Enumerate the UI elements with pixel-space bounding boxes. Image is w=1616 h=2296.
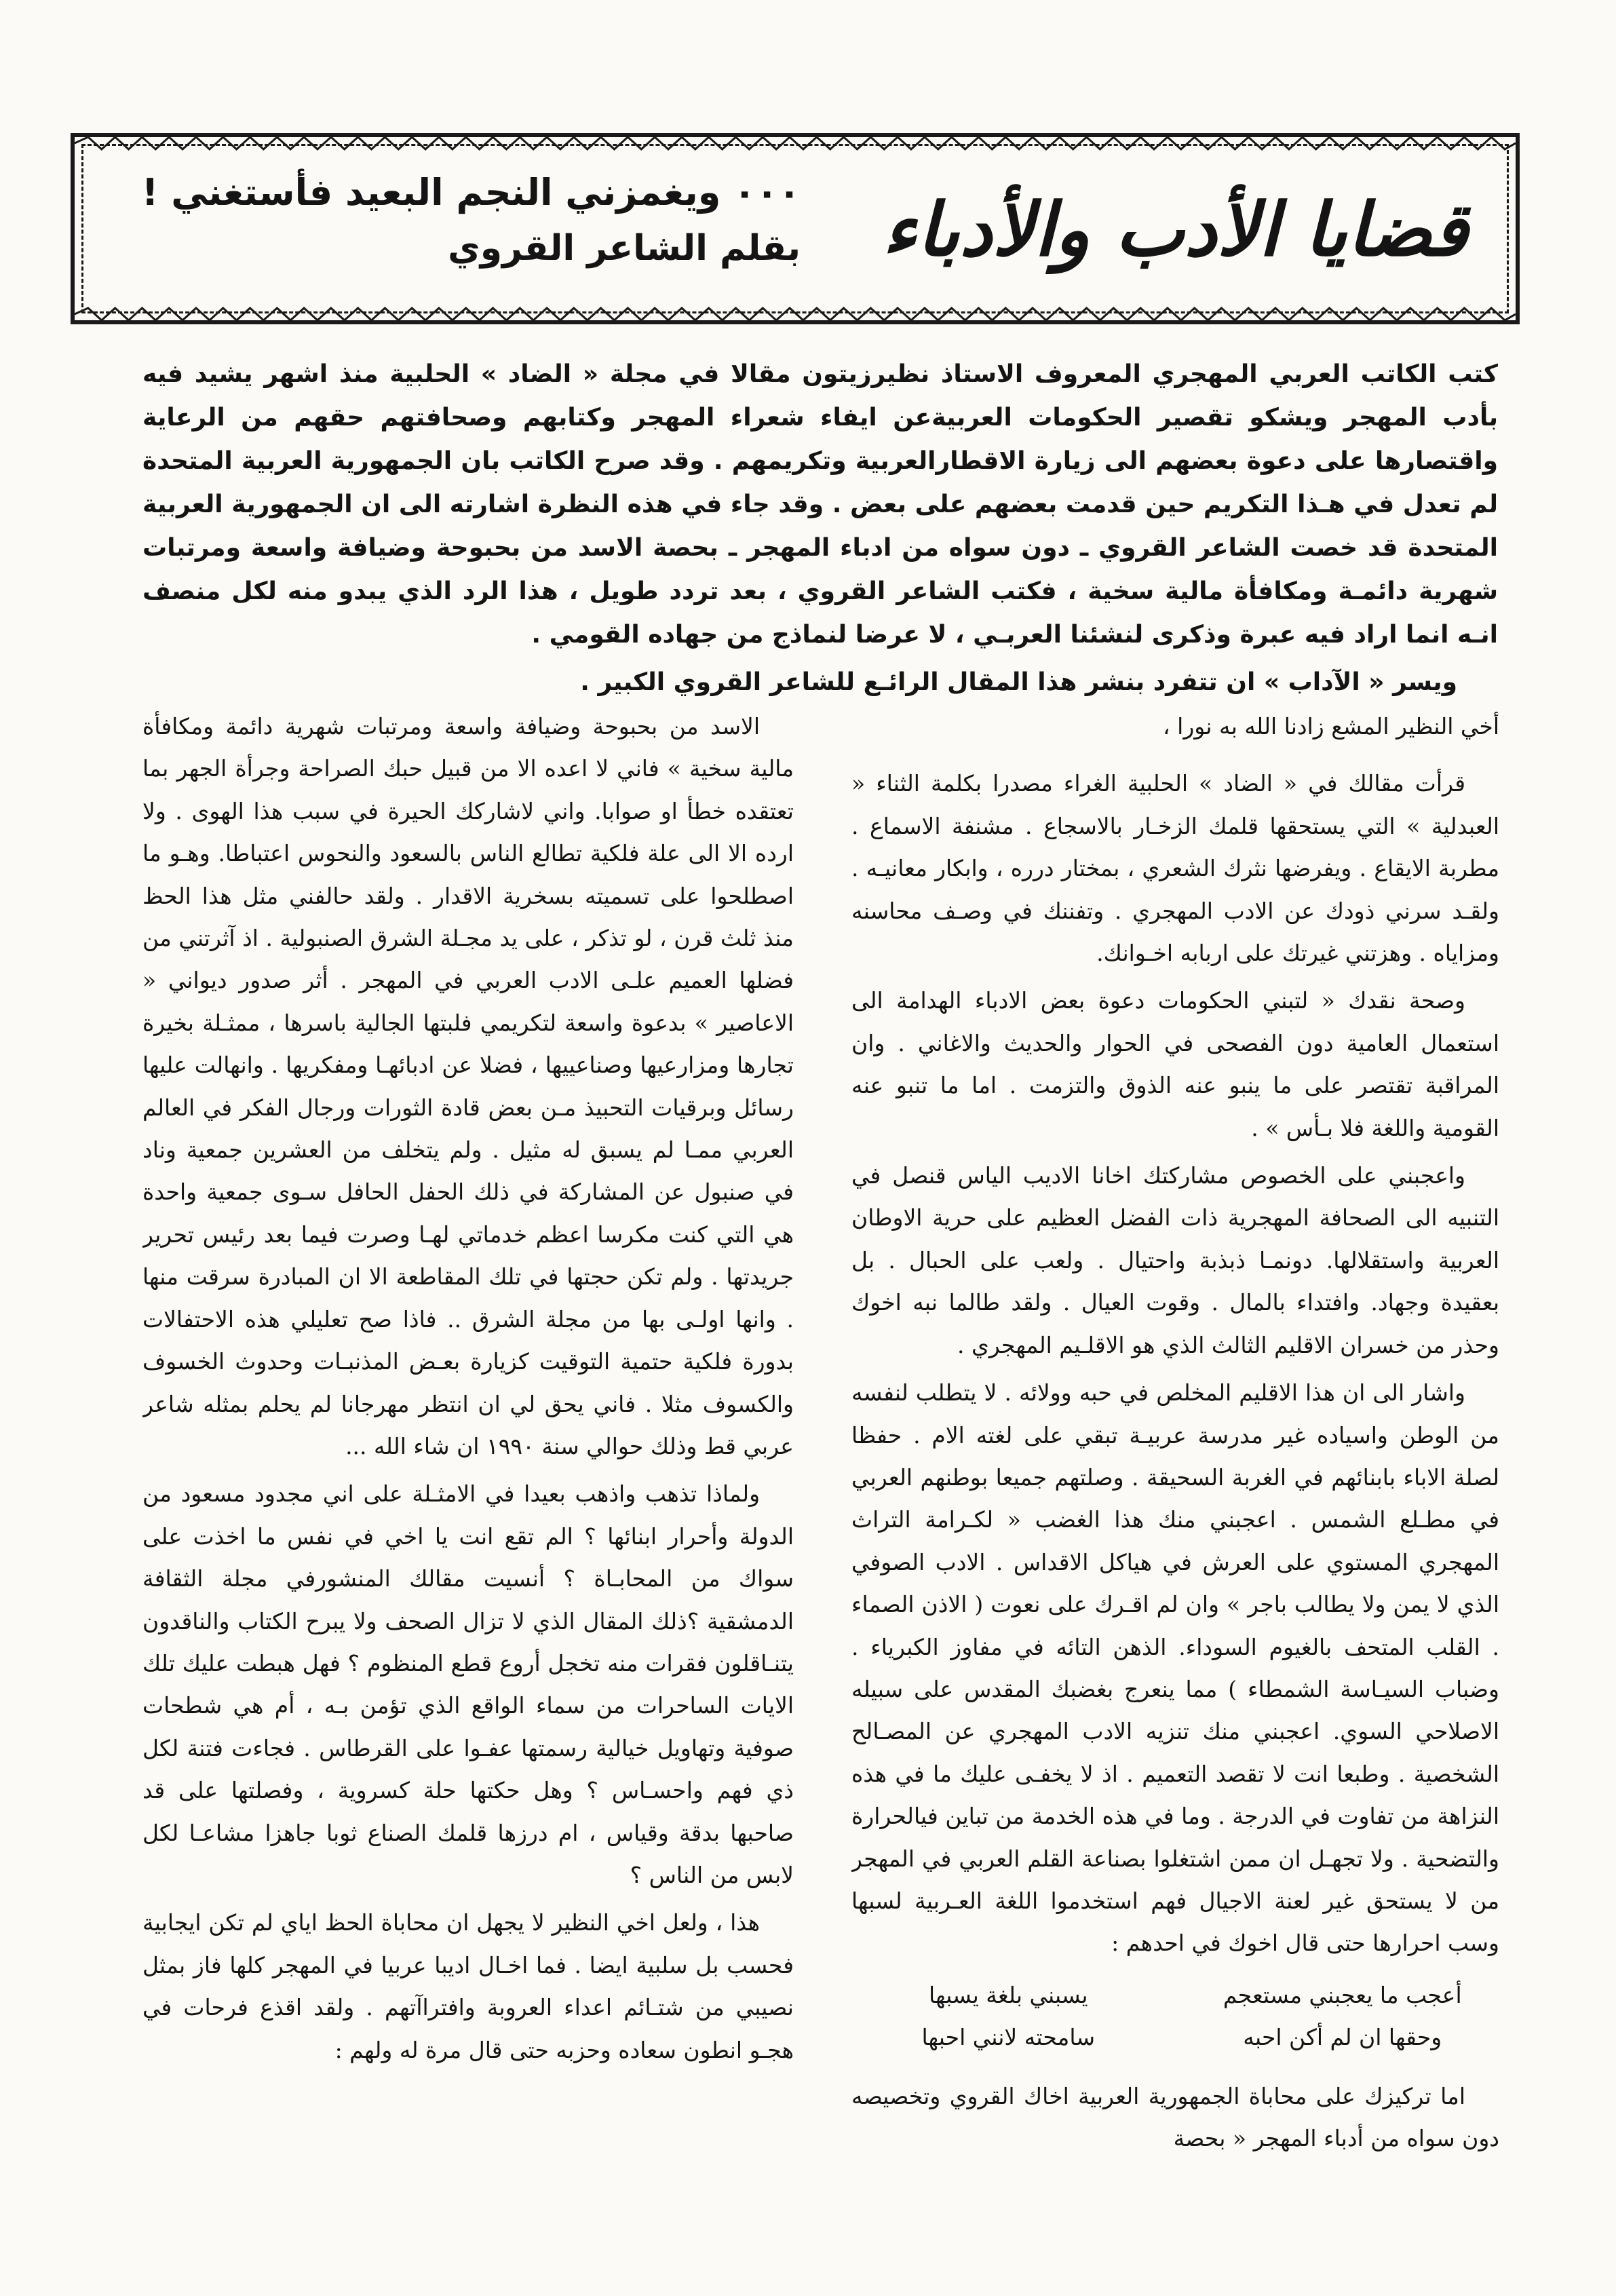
poem-hemistich: وحقها ان لم أكن احبه [1243,2024,1442,2051]
body-paragraph: واشار الى ان هذا الاقليم المخلص في حبه وولائه . لا يتطلب لنفسه من الوطن واسياده غير مدرسة عربيـة تبقي على لغته الام . حفظا لصلة الاباء بابنائهم في الغربة السحيقة . وصلتهم جميعا بوطنهم العربي في مطـلع الشمس . اعجبني منك هذا الغضب « لكـرامة التراث المهجري المستوي على العرش في هياكل الاقداس . الادب الصوفي الذي لا يمن ولا يطالب باجر » وان لم اقـرك على نعوت ( الاذن الصماء . القلب المتحف بالغيوم السوداء. الذهن التائه في مفاوز الكبرياء . وضباب السيـاسة الشمطاء ) مما ينعرج بغضبك المقدس على سبيله الاصلاحي السوي. اعجبني منك تنزيه الادب المهجري عن المصـالح الشخصية . وطبعا انت لا تقصد التعميم . اذ لا يخفـى عليك ما في هذه النزاهة من تفاوت في الدرجة . وما في هذه الخدمة من تباين فيالحرارة والتضحية . ولا تجهـل ان ممن اشتغلوا بصناعة القلم العربي في المهجر من لا يستحق غير لعنة الاجيال فهم استخدموا اللغة العـربية لسبها وسب احرارها حتى قال اخوك في احدهم : [851,1379,1499,1957]
text-column-right [851,706,1499,2259]
article-heading [122,164,801,275]
article-title: ٠٠٠ ويغمزني النجم البعيد فأستغني ! [141,171,801,214]
decorative-border-bottom [75,307,1516,322]
body-paragraph: قرأت مقالك في « الضاد » الحلبية الغراء مصدرا بكلمة الثناء « العبدلية » التي يستحقها قلمك الزخـار بالاسجاع . مشنفة الاسماع . مطربة الايقاع . ويفرضها نثرك الشعري ، بمختار درره ، وابكار معانيـه . ولقـد سرني ذودك عن الادب المهجري . وتفننك في وصـف محاسنه ومزاياه . وهزتني غيرتك على اربابه اخـوانك. [851,770,1499,967]
editorial-introduction [142,353,1498,704]
section-header-frame [71,133,1520,324]
letter-greeting: أخي النظير المشع زادنا الله به نورا ، [1163,713,1499,740]
poem-verses [851,1970,1499,2075]
article-byline: بقلم الشاعر القروي [448,228,801,269]
editor-note: ويسر « الآداب » ان تتفرد بنشر هذا المقال الرائـع للشاعر القروي الكبير . [580,668,1457,696]
body-paragraph: واعجبني على الخصوص مشاركتك اخانا الاديب الياس قنصل في التنبيه الى الصحافة المهجرية ذات الفضل العظيم على حرية الاوطان العربية واستقلالها. دونمـا ذبذبة واحتيال . ولعب على الحبال . بل بعقيدة وجهاد. وافتداء بالمال . وقوت العيال . ولقد طالما نبه اخوك وحذر من خسران الاقليم الثالث الذي هو الاقلـيم المهجري . [851,1162,1499,1358]
text-column-left [142,706,794,2259]
poem-hemistich: أعجب ما يعجبني مستعجم [1223,1981,1462,2008]
body-paragraph: ولماذا تذهب واذهب بعيدا في الامثـلة على اني مجدود مسعود من الدولة وأحرار ابنائها ؟ الم تقع انت يا اخي في نفس ما اخذت على سواك من المحابـاة ؟ أنسيت مقالك المنشورفي مجلة الثقافة الدمشقية ؟ذلك المقال الذي لا تزال الصحف ولا يبرح الكتاب والناقدون يتنـاقلون فقرات منه تخجل أروع قطع المنظوم ؟ فهل هبطت عليك تلك الايات الساحرات من سماء الواقع الذي تؤمن بـه ، أم هي شطحات صوفية وتهاويل خيالية رسمتها عفـوا على القرطاس . فجاءت فتنة لكل ذي فهم واحسـاس ؟ وهل حكتها حلة كسروية ، وفصلتها على قد صاحبها بدقة وقياس ، ام درزها قلمك الصناع ثوبا جاهزا مشاعـا لكل لابس من الناس ؟ [142,1480,794,1888]
poem-hemistich: يسبني بلغة يسبها [928,1981,1088,2008]
decorative-border-top [75,136,1516,151]
body-paragraph: اما تركيزك على محاباة الجمهورية العربية اخاك القروي وتخصيصه دون سواه من أدباء المهجر « بحصة [851,2082,1499,2151]
body-paragraph: وصحة نقدك « لتبني الحكومات دعوة بعض الادباء الهدامة الى استعمال العامية دون الفصحى في الحوار والحديث والاغاني . وان المراقبة تقتصر على ما ينبو عنه الذوق والتزمت . اما ما تنبو عنه القومية واللغة فلا بـأس » . [851,987,1499,1141]
poem-hemistich: سامحته لانني احبها [921,2024,1096,2051]
body-paragraph: هذا ، ولعل اخي النظير لا يجهل ان محاباة الحظ اياي لم تكن ايجابية فحسب بل سلبية ايضا . فما اخـال اديبا عربيا في المهجر كلها فاز بمثل نصيبي من شتـائم اعداء العروبة وافتراآتهم . ولقد اقذع فرحات في هجـو انطون سعاده وحزبه حتى قال مرة له ولهم : [142,1909,794,2063]
section-title: قضايا الأدب والأدباء [882,187,1468,273]
intro-paragraph: كتب الكاتب العربي المهجري المعروف الاستاذ نظيرزيتون مقالا في مجلة « الضاد » الحلبية منذ اشهر يشيد فيه بأدب المهجر ويشكو تقصير الحكومات العربيةعن ايفاء شعراء المهجر وكتابهم وصحافتهم حقهم من الرعاية واقتصارها على دعوة بعضهم الى زيارة الاقطارالعربية وتكريمهم . وقد صرح الكاتب بان الجمهورية العربية المتحدة لم تعدل في هـذا التكريم حين قدمت بعضهم على بعض . وقد جاء في هذه النظرة اشارته الى ان الجمهورية العربية المتحدة قد خصت الشاعر القروي ـ دون سواه من ادباء المهجر ـ بحصة الاسد من بحبوحة وضيافة واسعة ومرتبات شهرية دائمـة ومكافأة مالية سخية ، فكتب الشاعر القروي ، بعد تردد طويل ، هذا الرد الذي يبدو منه لكل منصف انـه انما اراد فيه عبرة وذكرى لنشئنا العربـي ، لا عرضا لنماذج من جهاده القومي . [142,360,1498,649]
body-paragraph: الاسد من بحبوحة وضيافة واسعة ومرتبات شهرية دائمة ومكافأة مالية سخية » فاني لا اعده الا من قبيل حبك الصراحة وجرأة الجهر بما تعتقده خطأ او صوابا. واني لاشاركك الحيرة في سبب هذا الهوى . ولا ارده الا الى علة فلكية تطالع الناس بالسعود والنحوس اعتباطا. وهـو ما اصطلحوا على تسميته بسخرية الاقدار . ولقد حالفني مثل هذا الحظ منذ ثلث قرن ، لو تذكر ، على يد مجـلة الشرق الصنبولية . اذ آثرتني من فضلها العميم علـى الادب العربي في المهجر . أثر صدور ديواني « الاعاصير » بدعوة واسعة لتكريمي فلبتها الجالية باسرها ، ممثـلة بخيرة تجارها ومزارعيها وصناعييها ، فضلا عن ادبائهـا ومفكريها . وانهالت عليها رسائل وبرقيات التحبيذ مـن بعض قادة الثورات ورجال الفكر في العالم العربي ممـا لم يسبق له مثيل . ولم يتخلف من العشرين جمعية وناد في صنبول عن المشاركة في ذلك الحفل الحافل سـوى جمعية واحدة هي التي كنت مكرسا اعظم خدماتي لهـا وصرت فيما بعد رئيس تحرير جريدتها . ولم تكن حجتها في تلك المقاطعة الا ان المبادرة سرقت منها . وانها اولـى بها من مجلة الشرق .. فاذا صح تعليلي هذه الاحتفالات بدورة فلكية حتمية التوقيت كزيارة بعـض المذنبـات وحدوث الخسوف والكسوف مثلا . فاني يحق لي ان انتظر مهرجانا لم يحلم بمثله شاعر عربي قط وذلك حوالي سنة ١٩٩٠ ان شاء الله ... [142,713,794,1459]
